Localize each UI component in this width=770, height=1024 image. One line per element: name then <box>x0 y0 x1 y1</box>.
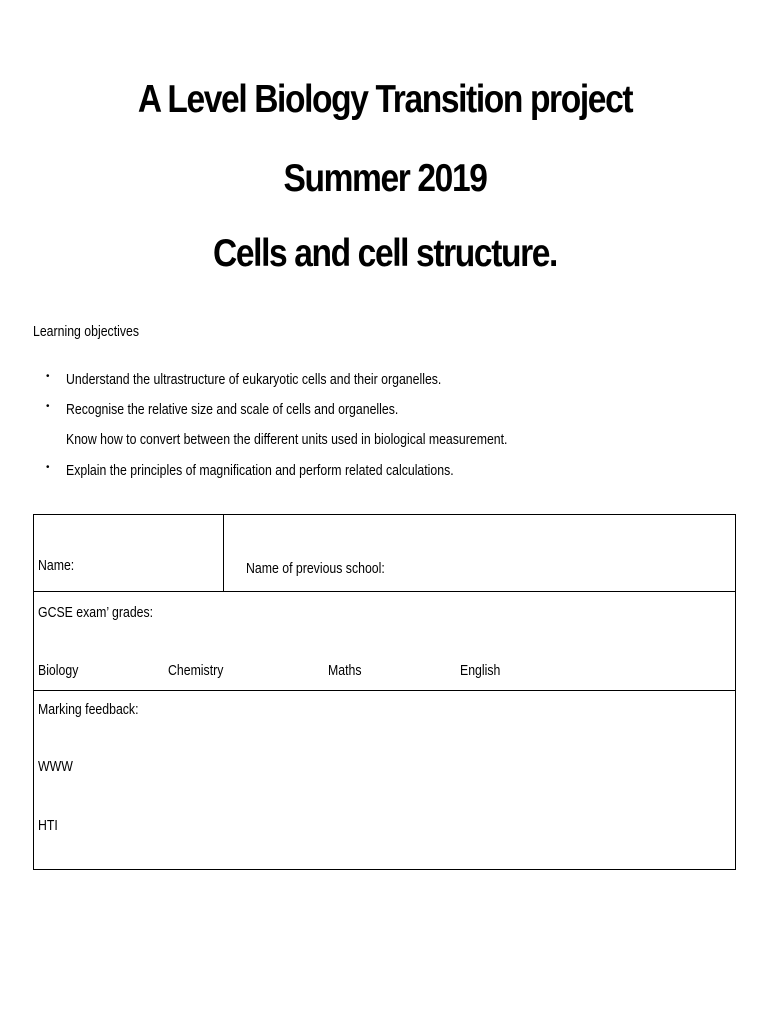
objective-text: Understand the ultrastructure of eukaryotic cells and their organelles. <box>66 371 442 388</box>
hti-field[interactable] <box>38 817 62 834</box>
previous-school-label: Name of previous school: <box>246 560 385 577</box>
name-label: Name: <box>38 557 75 574</box>
previous-school-field[interactable] <box>246 560 415 577</box>
bullet-icon: • <box>46 462 50 473</box>
objective-text: Know how to convert between the different units used in biological measurement. <box>66 431 508 448</box>
learning-objectives-heading-text: Learning objectives <box>33 323 139 340</box>
table-divider-horizontal <box>34 690 735 691</box>
subject-chemistry[interactable] <box>168 662 236 679</box>
document-topic-title: Cells and cell structure. <box>213 232 557 275</box>
table-divider-vertical <box>223 515 224 591</box>
www-label: WWW <box>38 758 73 775</box>
document-title: A Level Biology Transition project <box>137 78 633 121</box>
gcse-grades-label <box>38 604 178 621</box>
subject-label: English <box>460 662 501 679</box>
www-field[interactable] <box>38 758 80 775</box>
marking-feedback-text: Marking feedback: <box>38 701 139 718</box>
learning-objectives-heading <box>33 323 162 340</box>
document-subtitle-year: Summer 2019 <box>283 157 487 200</box>
subject-english[interactable] <box>460 662 509 679</box>
hti-label: HTI <box>38 817 58 834</box>
marking-feedback-label <box>38 701 161 718</box>
student-info-table <box>33 514 736 870</box>
subject-biology[interactable] <box>38 662 87 679</box>
subject-label: Maths <box>328 662 362 679</box>
objective-text: Recognise the relative size and scale of cells and organelles. <box>66 401 399 418</box>
subject-label: Biology <box>38 662 79 679</box>
name-field[interactable] <box>38 557 82 574</box>
subject-label: Chemistry <box>168 662 224 679</box>
bullet-icon: • <box>46 371 50 382</box>
objective-text: Explain the principles of magnification and perform related calculations. <box>66 462 454 479</box>
bullet-icon: • <box>46 401 50 412</box>
gcse-grades-text: GCSE exam’ grades: <box>38 604 154 621</box>
table-divider-horizontal <box>34 591 735 592</box>
subject-maths[interactable] <box>328 662 369 679</box>
